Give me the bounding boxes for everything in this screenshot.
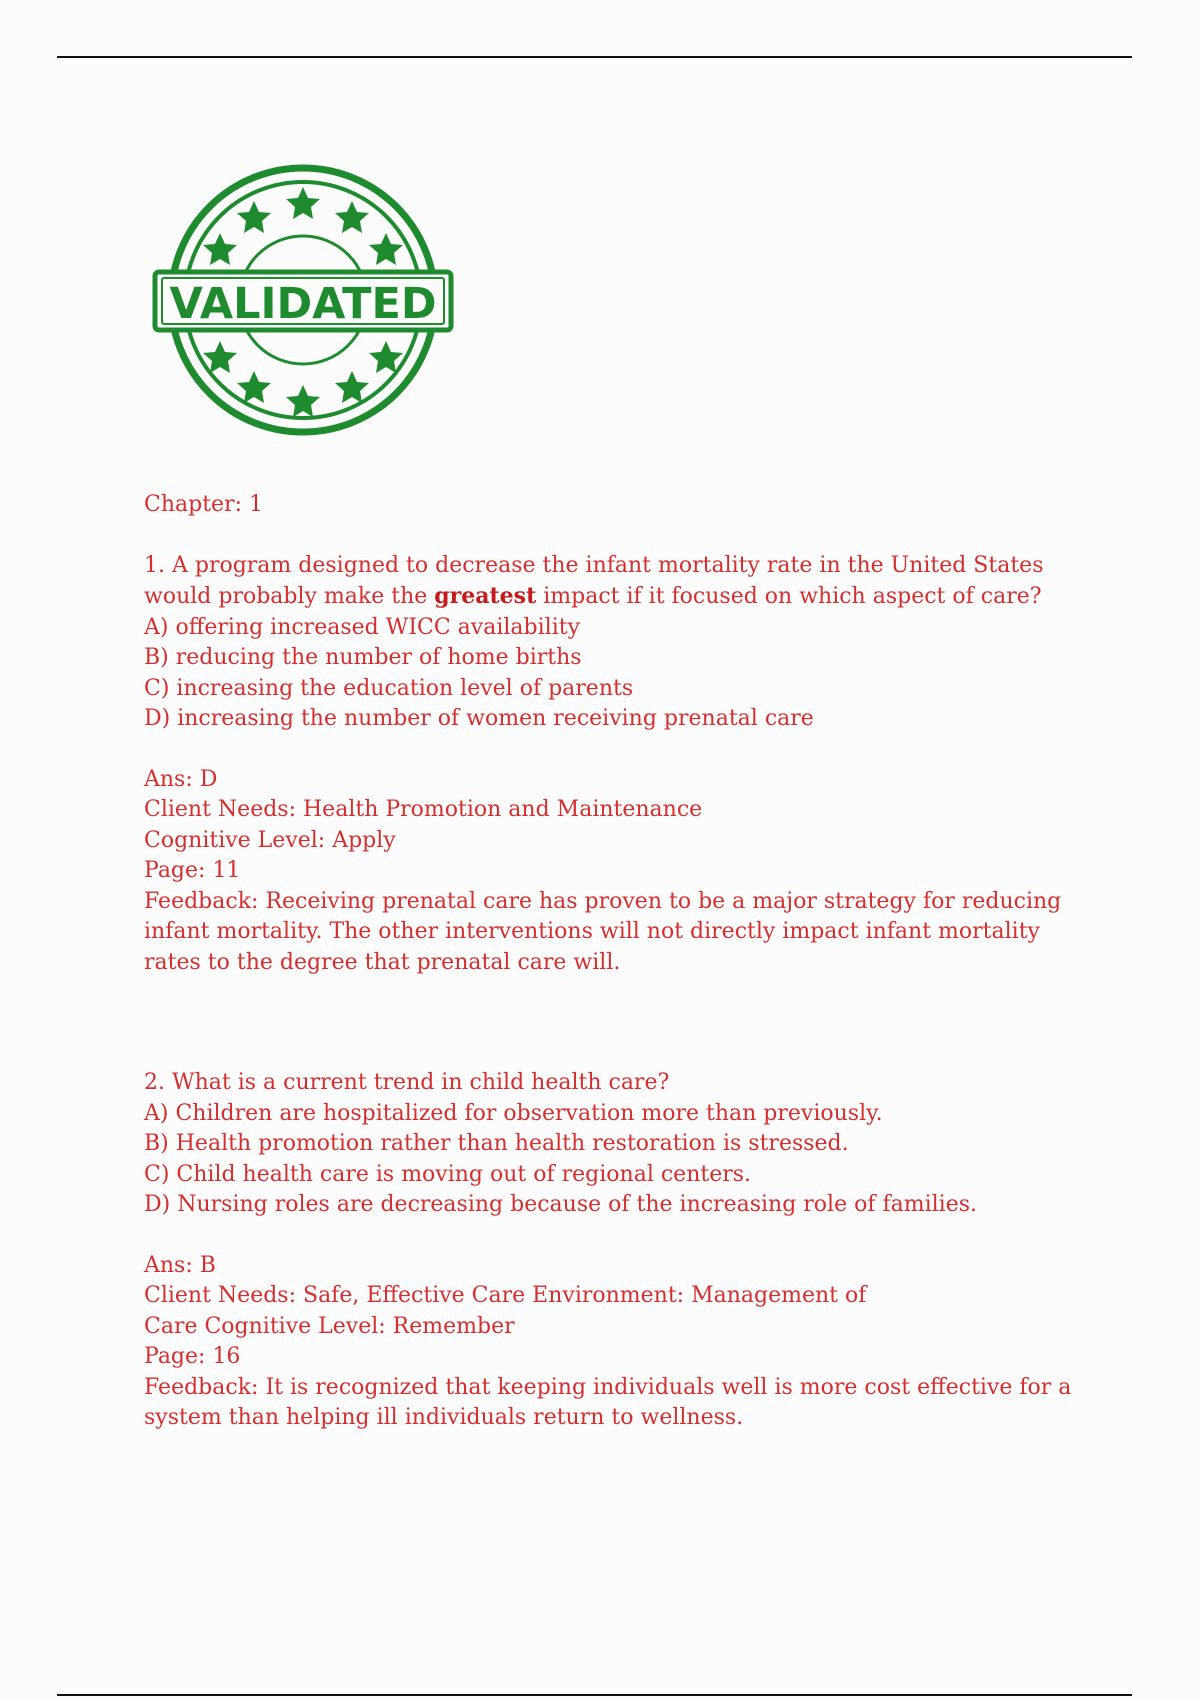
answer: Ans: B xyxy=(144,1252,216,1278)
option-c: C) increasing the education level of parents xyxy=(144,675,634,701)
question-stem: 2. What is a current trend in child health care? xyxy=(144,1070,670,1095)
option-b: B) Health promotion rather than health restoration is stressed. xyxy=(144,1131,849,1156)
feedback: Feedback: Receiving prenatal care has proven to be a major strategy for reducing infant mortality. The other interventions will not directly impact infant mortality rates to the degree that prenatal care will. xyxy=(144,888,1062,975)
emphasis-word: greatest xyxy=(434,583,537,609)
cognitive-level: Cognitive Level: Apply xyxy=(144,827,396,853)
document-body xyxy=(144,490,1084,1434)
option-d: D) Nursing roles are decreasing because of the increasing role of families. xyxy=(144,1192,978,1217)
feedback: Feedback: It is recognized that keeping individuals well is more cost effective for a system than helping ill individuals return to wellness. xyxy=(144,1374,1072,1430)
page-ref: Page: 11 xyxy=(144,858,241,883)
client-needs: Client Needs: Safe, Effective Care Environment: Management of xyxy=(144,1283,867,1308)
question-1 xyxy=(144,551,1084,979)
page-ref: Page: 16 xyxy=(144,1344,241,1369)
option-a: A) offering increased WICC availability xyxy=(144,614,580,640)
client-needs: Client Needs: Health Promotion and Maintenance xyxy=(144,797,703,822)
top-rule xyxy=(57,56,1132,58)
option-d: D) increasing the number of women receiving prenatal care xyxy=(144,706,814,731)
cognitive-level: Care Cognitive Level: Remember xyxy=(144,1313,515,1339)
option-c: C) Child health care is moving out of regional centers. xyxy=(144,1161,752,1187)
question-stem: 1. A program designed to decrease the infant mortality rate in the United States would probably make the greatest impact if it focused on which aspect of care? xyxy=(144,552,1044,609)
option-b: B) reducing the number of home births xyxy=(144,645,582,670)
option-a: A) Children are hospitalized for observation more than previously. xyxy=(144,1100,883,1126)
bottom-rule xyxy=(57,1694,1132,1696)
answer: Ans: D xyxy=(144,766,218,792)
chapter-heading: Chapter: 1 xyxy=(144,492,263,517)
validated-stamp xyxy=(148,150,458,440)
question-2 xyxy=(144,1068,1084,1434)
stamp-text: VALIDATED xyxy=(169,279,437,329)
